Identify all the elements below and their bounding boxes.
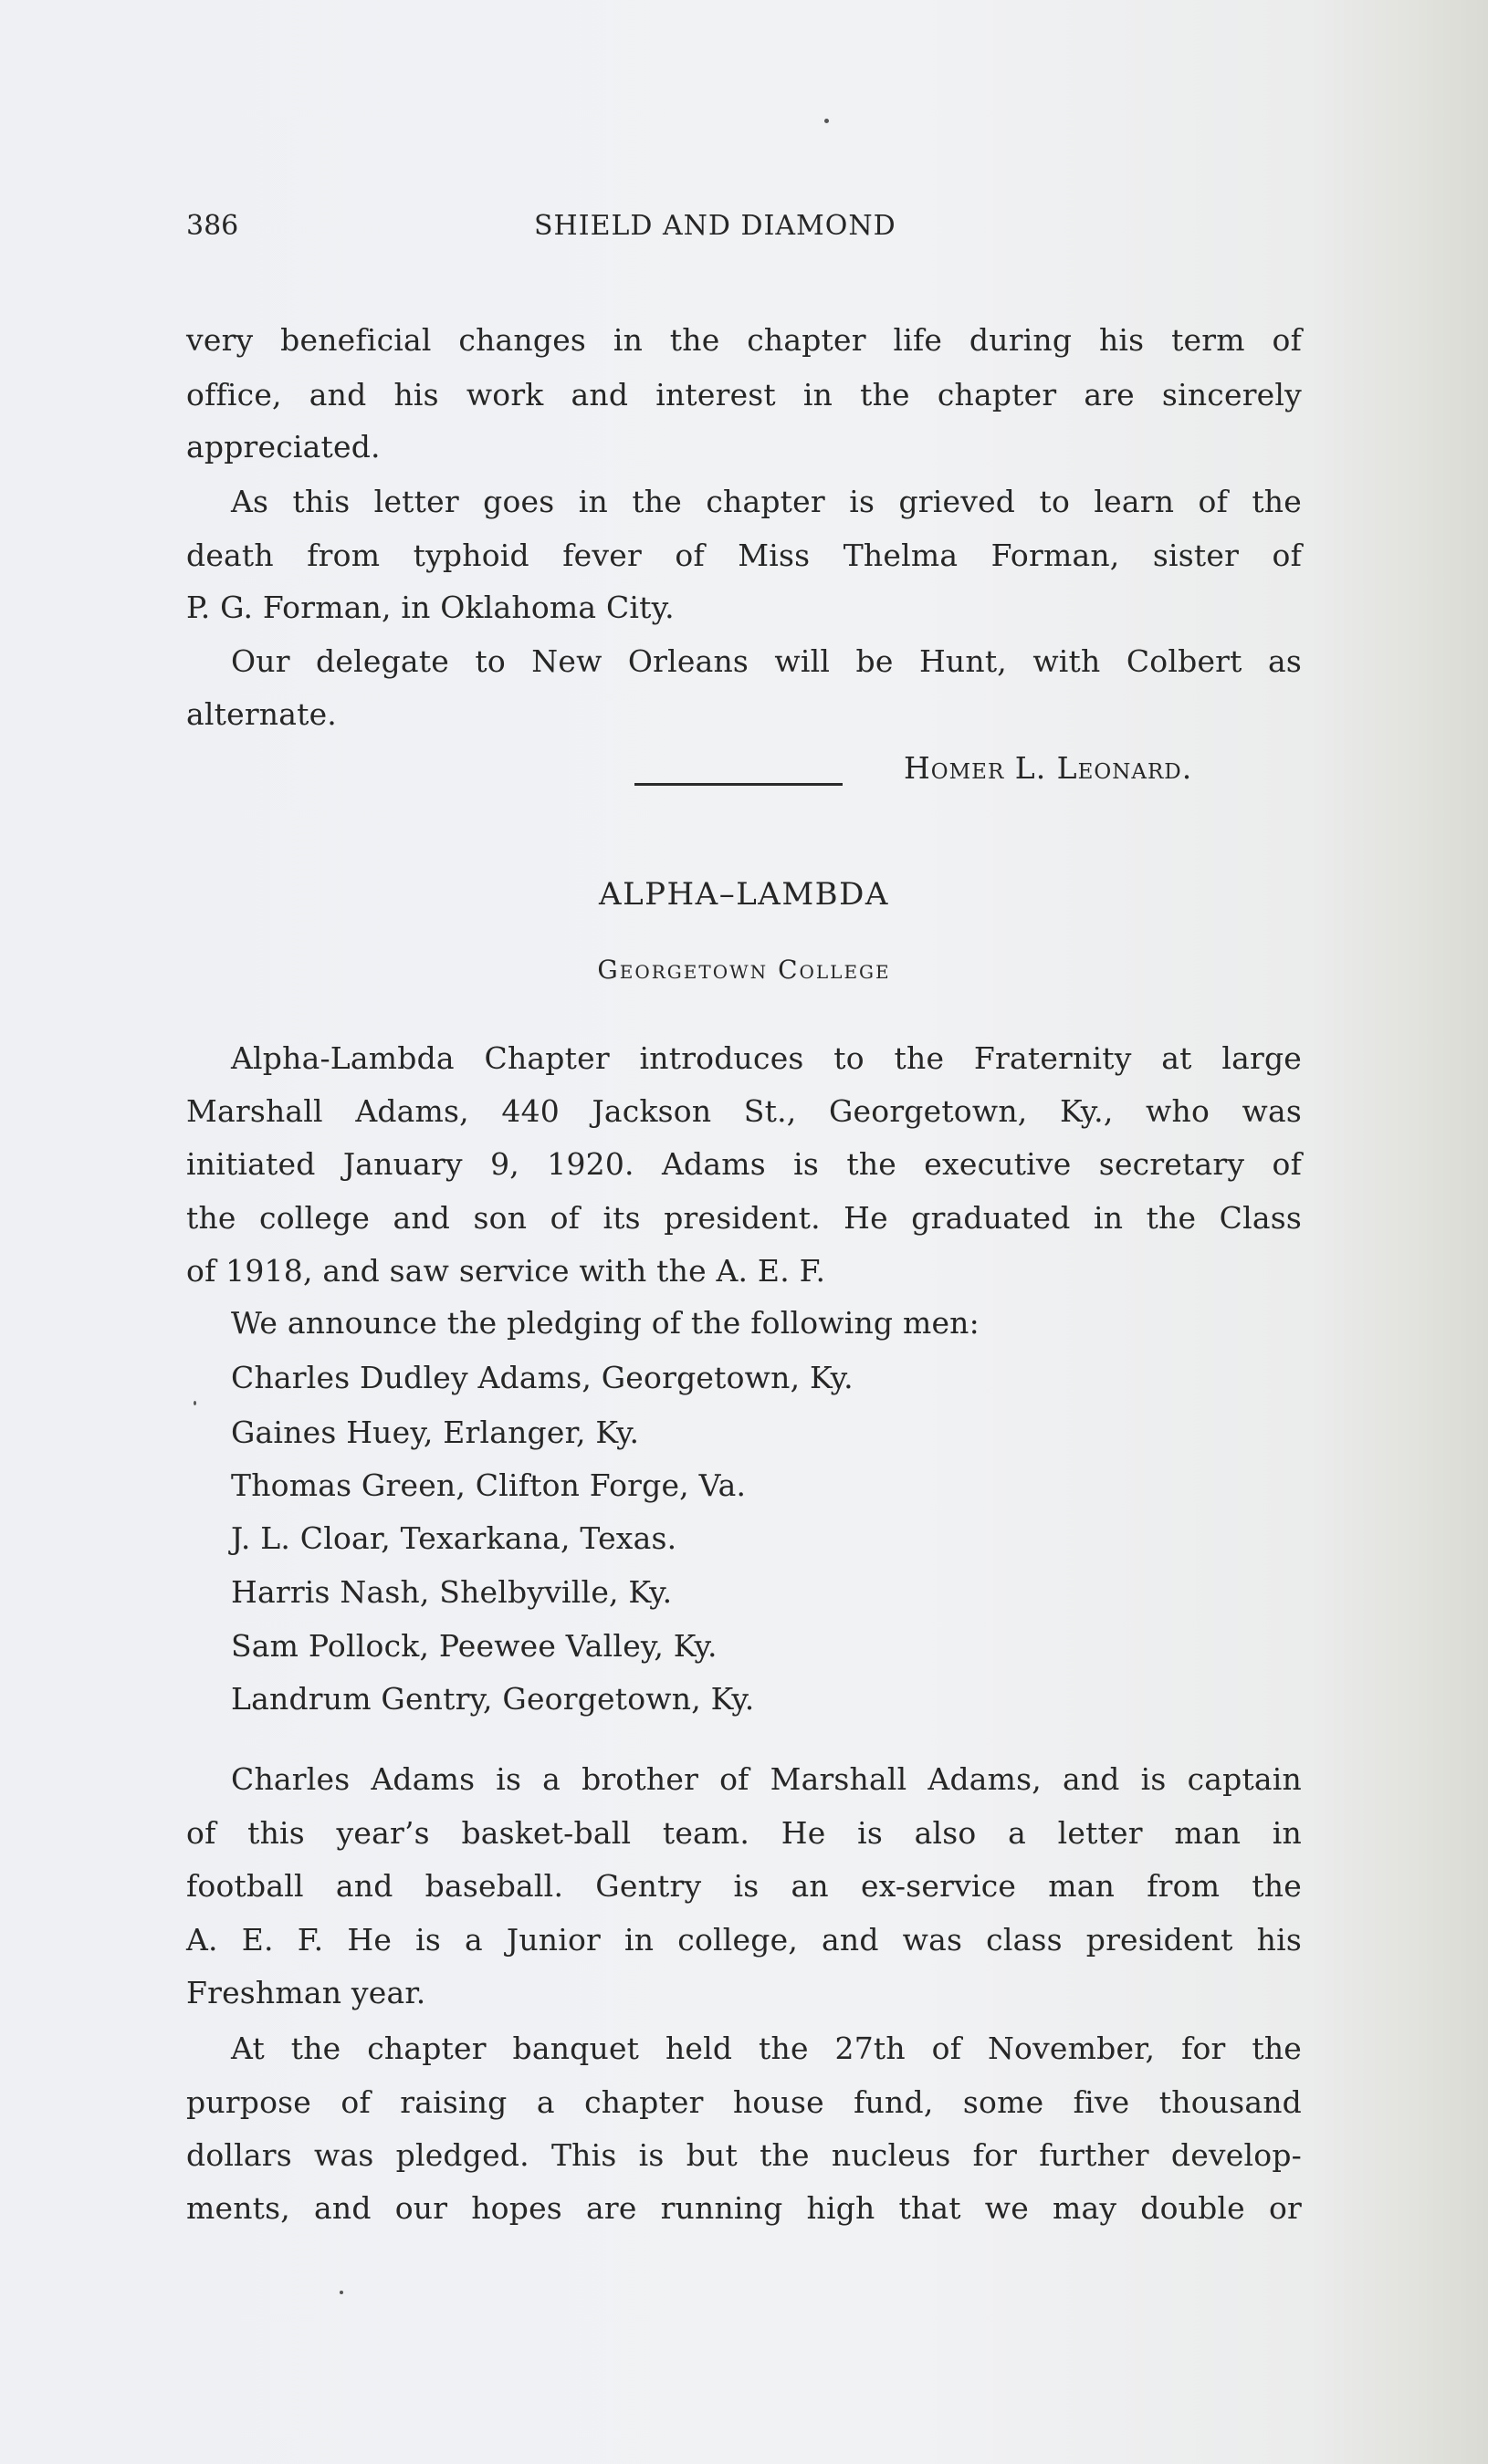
- scan-speck: [340, 2291, 343, 2294]
- text-line: appreciated.: [186, 429, 381, 465]
- text-line: death from typhoid fever of Miss Thelma Forman, sister of: [186, 538, 1302, 573]
- pledge-list-item: Thomas Green, Clifton Forge, Va.: [231, 1467, 747, 1503]
- chapter-heading: ALPHA–LAMBDA: [599, 876, 889, 913]
- text-line: We announce the pledging of the following men:: [231, 1305, 980, 1341]
- college-subheading: Georgetown College: [597, 955, 891, 985]
- pledge-list-item: J. L. Cloar, Texarkana, Texas.: [231, 1520, 677, 1556]
- pledge-list-item: Landrum Gentry, Georgetown, Ky.: [231, 1681, 755, 1717]
- pledge-list-item: Sam Pollock, Peewee Valley, Ky.: [231, 1628, 718, 1664]
- running-title: SHIELD AND DIAMOND: [534, 210, 896, 242]
- pledge-list-item: Gaines Huey, Erlanger, Ky.: [231, 1415, 640, 1450]
- text-line: A. E. F. He is a Junior in college, and was class president his: [186, 1922, 1302, 1958]
- page-number: 386: [186, 210, 239, 242]
- text-line: alternate.: [186, 696, 338, 732]
- scan-speck: [824, 119, 829, 123]
- text-line: P. G. Forman, in Oklahoma City.: [186, 590, 675, 625]
- text-line: office, and his work and interest in the chapter are sincerely: [186, 377, 1302, 412]
- text-line: of this year’s basket-ball team. He is also a letter man in: [186, 1815, 1302, 1851]
- pledge-list-item: Harris Nash, Shelbyville, Ky.: [231, 1574, 673, 1610]
- text-line: of 1918, and saw service with the A. E. F.: [186, 1253, 826, 1289]
- text-line: Our delegate to New Orleans will be Hunt, with Colbert as: [231, 643, 1302, 679]
- text-line: ments, and our hopes are running high that we may double or: [186, 2190, 1302, 2226]
- text-line: Marshall Adams, 440 Jackson St., Georgetown, Ky., who was: [186, 1093, 1302, 1129]
- signature: Homer L. Leonard.: [904, 750, 1193, 786]
- text-line: dollars was pledged. This is but the nucleus for further develop-: [186, 2137, 1302, 2173]
- text-line: As this letter goes in the chapter is grieved to learn of the: [231, 484, 1302, 519]
- text-line: purpose of raising a chapter house fund, some five thousand: [186, 2084, 1302, 2120]
- text-line: At the chapter banquet held the 27th of November, for the: [231, 2031, 1302, 2066]
- text-line: Freshman year.: [186, 1975, 426, 2010]
- text-line: football and baseball. Gentry is an ex-service man from the: [186, 1868, 1302, 1904]
- scan-speck: [194, 1401, 196, 1405]
- text-line: very beneficial changes in the chapter life during his term of: [186, 322, 1302, 358]
- text-line: Charles Adams is a brother of Marshall Adams, and is captain: [231, 1761, 1302, 1797]
- section-divider: [634, 783, 843, 786]
- pledge-list-item: Charles Dudley Adams, Georgetown, Ky.: [231, 1360, 854, 1395]
- text-line: Alpha-Lambda Chapter introduces to the Fraternity at large: [231, 1040, 1302, 1076]
- text-line: initiated January 9, 1920. Adams is the executive secretary of: [186, 1146, 1302, 1182]
- text-line: the college and son of its president. He graduated in the Class: [186, 1200, 1302, 1236]
